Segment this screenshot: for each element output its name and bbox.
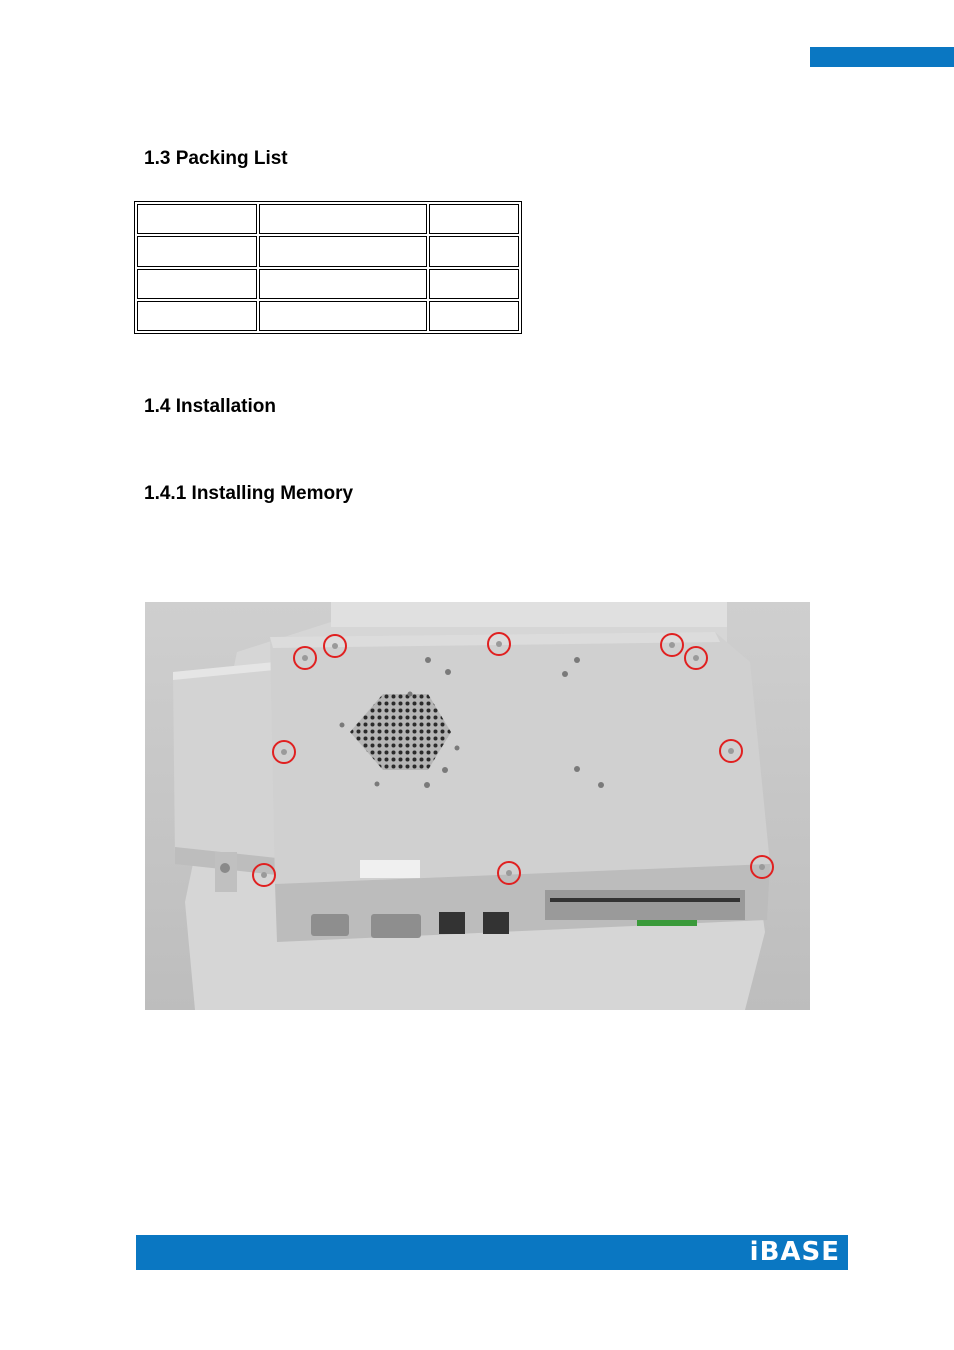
footer-bar (136, 1235, 848, 1270)
section-title-installing-memory: 1.4.1 Installing Memory (144, 483, 354, 504)
table-cell (137, 301, 257, 331)
table-cell (259, 204, 427, 234)
table-row (137, 269, 519, 299)
table-cell (137, 236, 257, 266)
table-cell (259, 269, 427, 299)
table-cell (429, 204, 519, 234)
table-cell (429, 269, 519, 299)
table-row (137, 301, 519, 331)
table-row (137, 236, 519, 266)
table-cell (429, 236, 519, 266)
device-bottom-cover-photo (145, 602, 810, 1010)
table-cell (137, 204, 257, 234)
table-cell (137, 269, 257, 299)
section-title-packing-list: 1.3 Packing List (144, 148, 288, 169)
ibase-logo: iBASE (749, 1237, 840, 1267)
table-cell (259, 301, 427, 331)
section-title-installation: 1.4 Installation (144, 396, 276, 417)
table-cell (429, 301, 519, 331)
table-row (137, 204, 519, 234)
packing-list-table (134, 201, 522, 334)
table-cell (259, 236, 427, 266)
header-accent-tab (810, 47, 954, 67)
